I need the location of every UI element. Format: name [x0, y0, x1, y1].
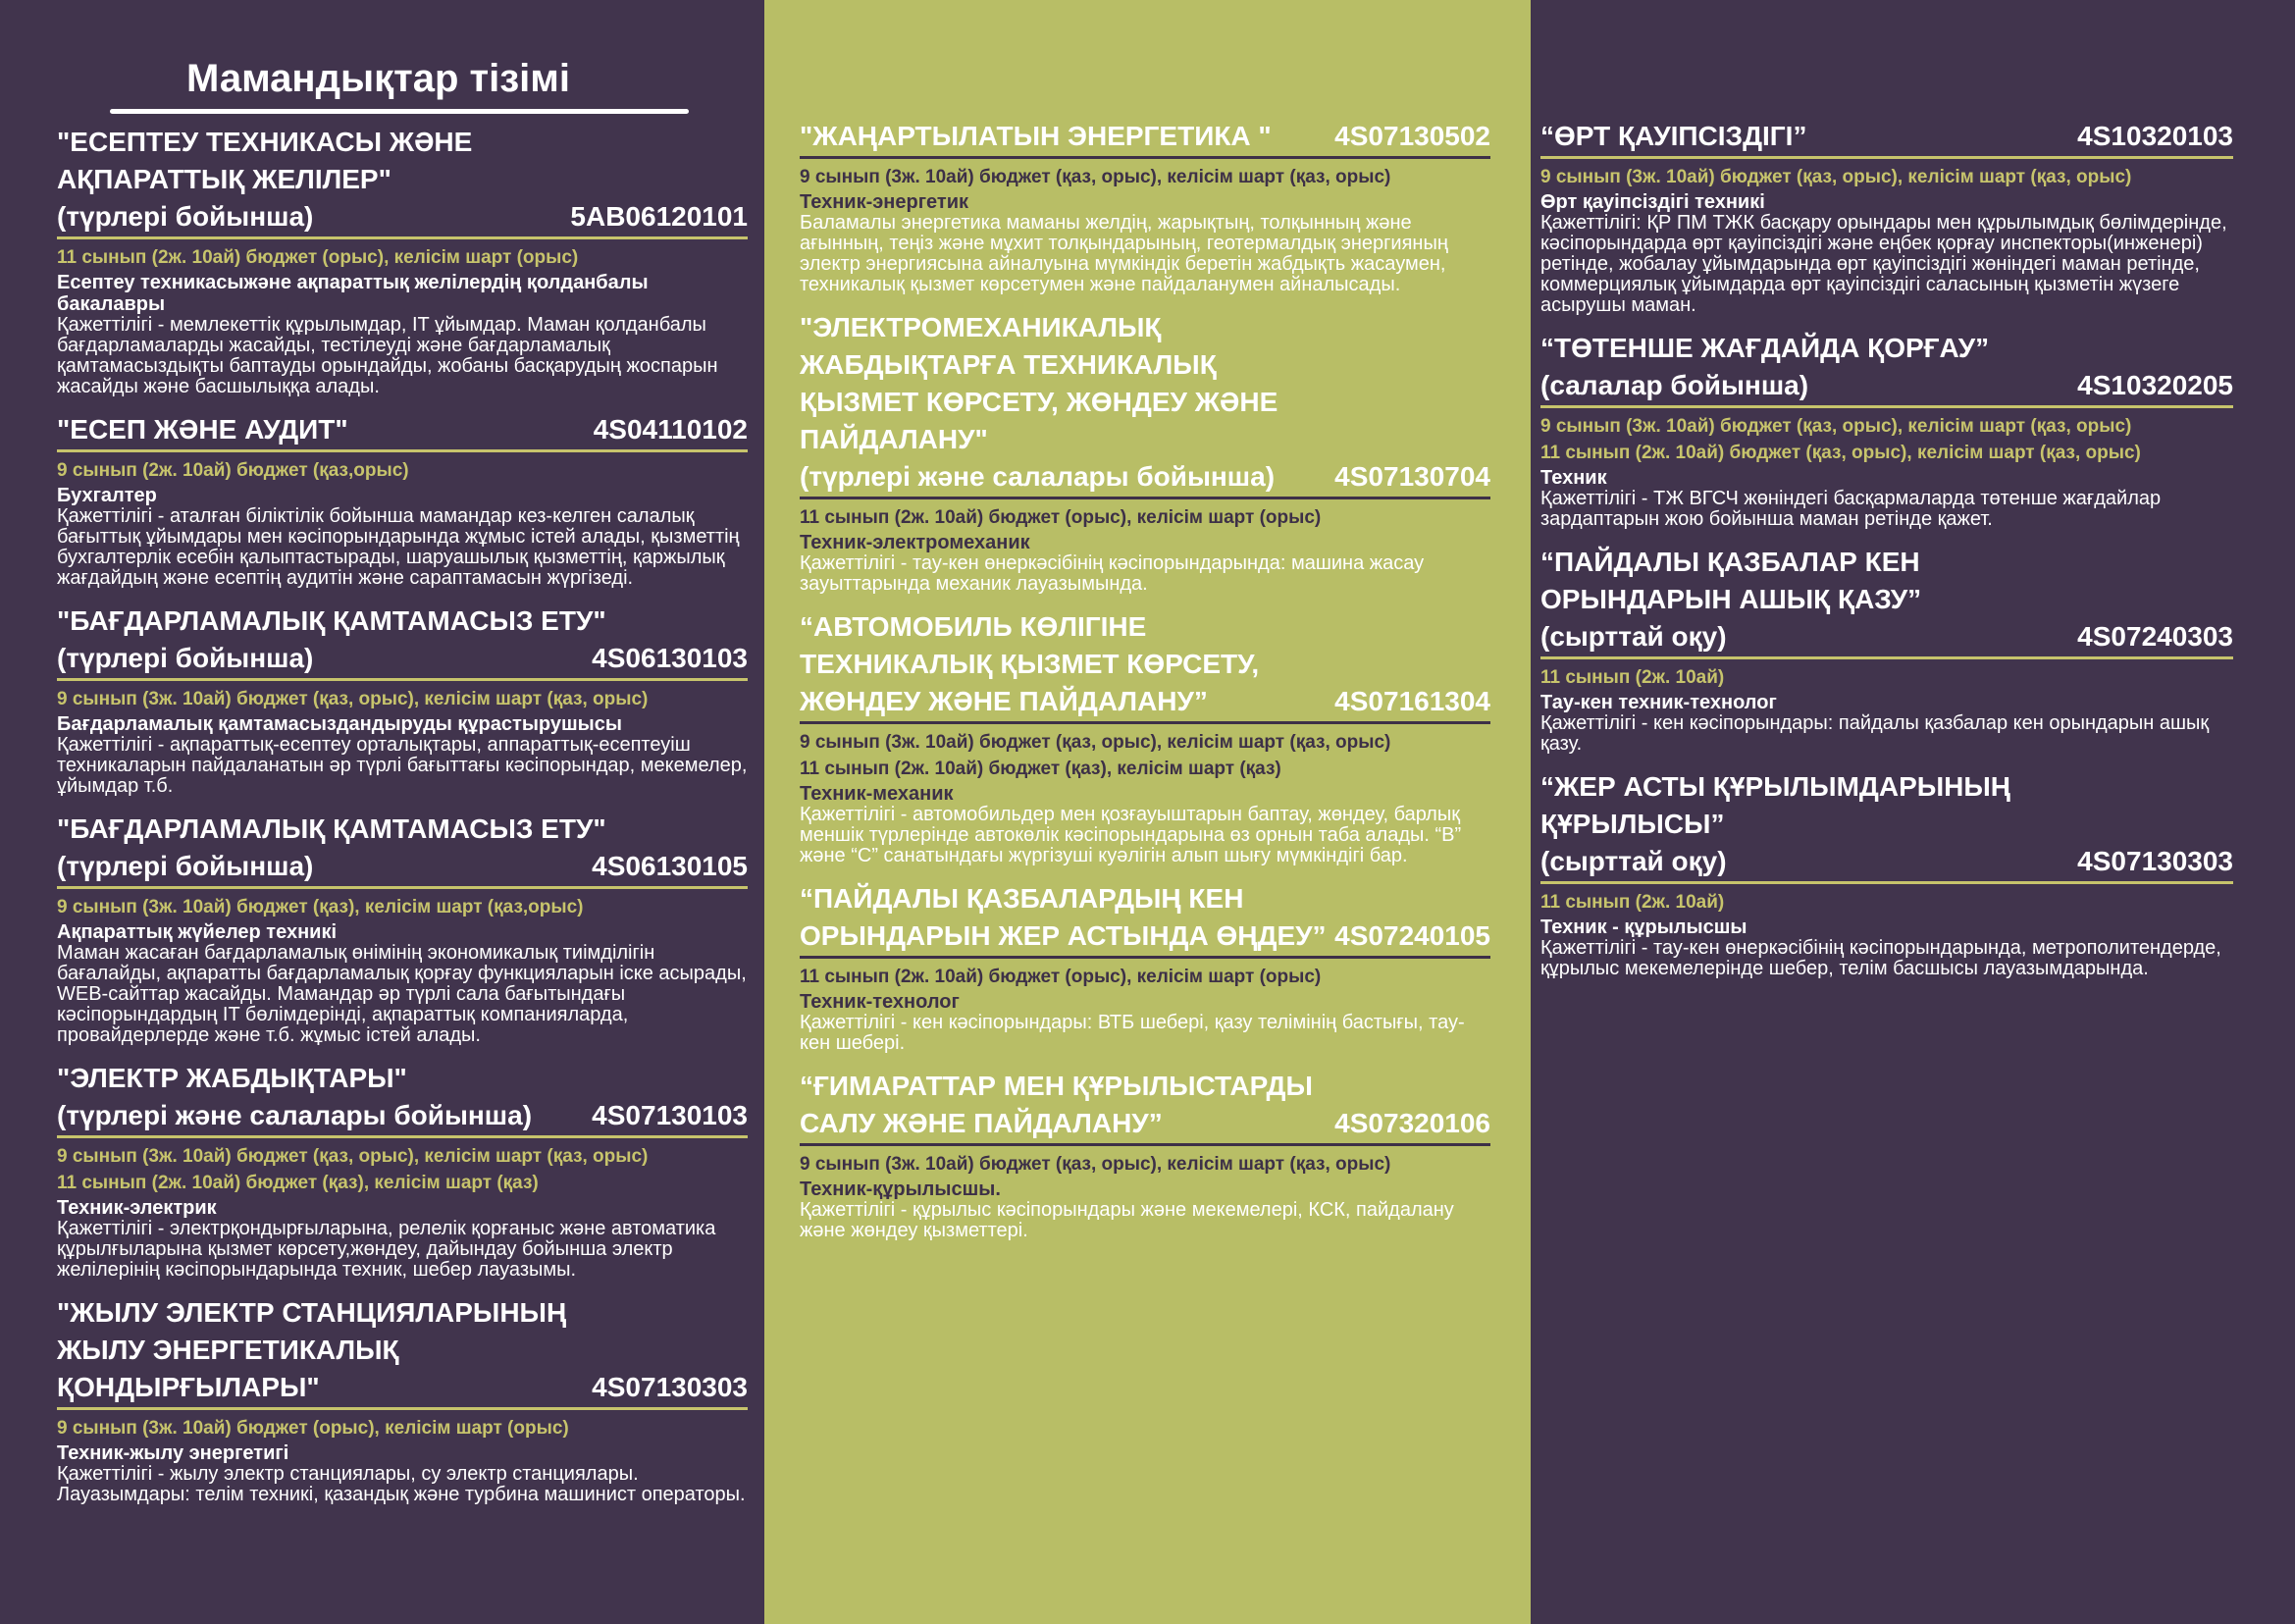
admission-info: 9 сынып (3ж. 10ай) бюджет (қаз, орыс), келісім шарт (қаз, орыс) [1540, 167, 2132, 187]
specialty-title-last-line: "ЖАҢАРТЫЛАТЫН ЭНЕРГЕТИКА " [800, 121, 1272, 151]
admission-info: 9 сынып (3ж. 10ай) бюджет (қаз, орыс), келісім шарт (қаз, орыс) [1540, 416, 2132, 437]
specialty-title-line: “АВТОМОБИЛЬ КӨЛІГІНЕ [800, 611, 1147, 642]
specialty-section [57, 124, 748, 397]
specialty-title-row [57, 1097, 748, 1134]
specialty-code: 4S07240105 [1334, 920, 1490, 951]
qualification-title: Техник - құрылысшы [1540, 917, 1747, 938]
admission-info: 9 сынып (3ж. 10ай) бюджет (қаз, орыс), келісім шарт (қаз, орыс) [57, 689, 649, 709]
specialty-description: Қажеттілігі - мемлекеттік құрылымдар, IT ұйымдар. Маман қолданбалы бағдарламаларды жасайды, тестілеуді және бағдарламалық қамтамасыздықты баптауды орындайды, жобаны басқарудың жоспарын жасайды және басшылыққа алады. [57, 314, 718, 397]
specialty-code: 4S04110102 [593, 414, 748, 445]
title-divider [57, 1407, 748, 1410]
specialty-code: 4S07161304 [1334, 686, 1490, 716]
qualification-title: Техник-электромеханик [800, 532, 1030, 553]
title-divider [1540, 881, 2233, 884]
specialty-description: Қажеттілігі: ҚР ПМ ТЖК басқару орындары мен құрылымдық бөлімдерінде, кәсіпорындарда өрт қауіпсіздігі және еңбек қорғау инспекторы(инженері) ретінде, жобалау ұйымдарында өрт қауіпсіздігі жөніндегі маман ретінде, коммерциялық ұйымдарда өрт қауіпсіздігі саласының қызметін жүзеге асырушы маман. [1540, 212, 2227, 316]
admission-info: 11 сынып (2ж. 10ай) бюджет (орыс), келісім шарт (орыс) [57, 247, 579, 268]
specialty-code: 4S07130502 [1334, 121, 1490, 151]
specialty-description: Қажеттілігі - тау-кен өнеркәсібінің кәсіпорындарында, метрополитендерде, құрылыс мекемелерінде шебер, телім басшысы лауазымдарында. [1540, 937, 2221, 979]
specialty-code: 4S07240303 [2077, 621, 2233, 652]
admission-info: 11 сынып (2ж. 10ай) бюджет (орыс), келісім шарт (орыс) [800, 967, 1322, 987]
qualification-title: Техник-механик [800, 783, 954, 805]
specialty-list [1540, 118, 2295, 979]
specialty-title-last-line: САЛУ ЖӘНЕ ПАЙДАЛАНУ” [800, 1108, 1163, 1138]
specialty-title-line: "ЕСЕПТЕУ ТЕХНИКАСЫ ЖӘНЕ [57, 127, 473, 157]
admission-info: 9 сынып (3ж. 10ай) бюджет (қаз, орыс), келісім шарт (қаз, орыс) [800, 167, 1391, 187]
specialty-title-last-line: (салалар бойынша) [1540, 370, 1809, 400]
specialty-section [1540, 544, 2233, 755]
specialty-title-last-line: (түрлері және салалары бойынша) [57, 1100, 533, 1130]
title-divider [800, 1143, 1490, 1146]
specialty-description: Маман жасаған бағдарламалық өнімінің экономикалық тиімділігін бағалайды, ақпаратты бағдарламалық қорғау функцияларын іске асырады, WEB-сайттар жасайды. Мамандар әр түрлі сала бағытындағы кәсіпорындардың IT бөлімдерінді, ақпараттық компанияларда, провайдерлерде және т.б. жұмыс істей алады. [57, 942, 747, 1046]
specialty-title-line: "ЖЫЛУ ЭЛЕКТР СТАНЦИЯЛАРЫНЫҢ [57, 1297, 567, 1328]
title-divider [57, 236, 748, 239]
qualification-title: Техник-жылу энергетигі [57, 1442, 289, 1464]
specialty-title-line: "БАҒДАРЛАМАЛЫҚ ҚАМТАМАСЫЗ ЕТУ" [57, 813, 606, 844]
admission-info: 9 сынып (3ж. 10ай) бюджет (орыс), келісім шарт (орыс) [57, 1418, 569, 1439]
specialty-section [57, 411, 748, 589]
specialty-code: 4S06130103 [592, 643, 748, 673]
title-divider [800, 721, 1490, 724]
specialty-description: Қажеттілігі - электрқондырғыларына, релелік қорғаныс және автоматика құрылғыларына қызмет көрсету,жөндеу, дайындау бойынша электр желілерінің кәсіпорындарында техник, шебер лауазымы. [57, 1218, 716, 1281]
title-divider [1540, 405, 2233, 408]
title-divider [800, 156, 1490, 159]
admission-info: 11 сынып (2ж. 10ай) [1540, 892, 1725, 913]
qualification-title: Техник-энергетик [800, 191, 969, 213]
title-divider [1540, 656, 2233, 659]
specialty-title-line: ОРЫНДАРЫН АШЫҚ ҚАЗУ” [1540, 584, 1922, 614]
specialty-title-row [57, 640, 748, 677]
specialty-title-line: “ТӨТЕНШЕ ЖАҒДАЙДА ҚОРҒАУ” [1540, 333, 1990, 363]
specialty-section [800, 118, 1490, 295]
qualification-title: Тау-кен техник-технолог [1540, 692, 1777, 713]
specialty-title-row [57, 848, 748, 885]
specialty-title-last-line: "ЕСЕП ЖӘНЕ АУДИТ" [57, 414, 348, 445]
admission-info: 9 сынып (3ж. 10ай) бюджет (қаз), келісім шарт (қаз,орыс) [57, 897, 584, 917]
specialty-title-row [1540, 367, 2233, 404]
title-divider [57, 678, 748, 681]
specialty-section [57, 602, 748, 797]
specialty-section [1540, 768, 2233, 979]
specialty-title-line: ҚЫЗМЕТ КӨРСЕТУ, ЖӨНДЕУ ЖӘНЕ [800, 387, 1278, 417]
title-divider [800, 956, 1490, 959]
admission-info: 11 сынып (2ж. 10ай) бюджет (қаз), келісім шарт (қаз) [57, 1173, 539, 1193]
specialty-title-line: ТЕХНИКАЛЫҚ ҚЫЗМЕТ КӨРСЕТУ, [800, 649, 1260, 679]
specialty-title-line: “ЖЕР АСТЫ ҚҰРЫЛЫМДАРЫНЫҢ [1540, 771, 2011, 802]
specialty-code: 4S10320103 [2077, 121, 2233, 151]
specialty-title-last-line: (сырттай оқу) [1540, 846, 1727, 876]
specialty-code: 4S07320106 [1334, 1108, 1490, 1138]
title-divider [57, 886, 748, 889]
specialty-description: Қажеттілігі - құрылыс кәсіпорындары және мекемелері, КСК, пайдалану және жөндеу қызметтері. [800, 1199, 1454, 1241]
specialty-title-last-line: ОРЫНДАРЫН ЖЕР АСТЫНДА ӨҢДЕУ” [800, 920, 1327, 951]
qualification-title: Өрт қауіпсіздігі техникі [1540, 191, 1765, 213]
qualification-title: Техник-құрылысшы. [800, 1179, 1001, 1200]
specialty-section [57, 811, 748, 1046]
title-divider [800, 497, 1490, 499]
specialty-title-line: ЖЫЛУ ЭНЕРГЕТИКАЛЫҚ [57, 1335, 399, 1365]
specialty-title-last-line: (түрлері және салалары бойынша) [800, 461, 1276, 492]
specialty-title-row [800, 917, 1490, 955]
specialty-title-line: “ПАЙДАЛЫ ҚАЗБАЛАРДЫҢ КЕН [800, 883, 1244, 914]
right-column [1531, 0, 2295, 1624]
specialty-description: Қажеттілігі - тау-кен өнеркәсібінің кәсіпорындарында: машина жасау зауыттарында механик лауазымында. [800, 552, 1425, 595]
specialty-description: Қажеттілігі - аталған біліктілік бойынша мамандар кез-келген салалық бағыттық ұйымдары мен кәсіпорындарында жұмыс істей алады, қызметтің бухгалтерлік есебін қалыптастырады, шаруашылық қызметтің, қаржылық жағдайдың және есептің аудитін және сараптамасын жүргізеді. [57, 505, 740, 589]
admission-info: 9 сынып (2ж. 10ай) бюджет (қаз,орыс) [57, 460, 409, 481]
specialty-code: 5АВ06120101 [570, 201, 748, 232]
specialty-section [800, 608, 1490, 866]
specialty-description: Қажеттілігі - кен кәсіпорындары: ВТБ шебері, қазу телімінің бастығы, тау-кен шебері. [800, 1012, 1465, 1054]
specialty-list [800, 118, 1531, 1241]
specialty-title-row [800, 683, 1490, 720]
admission-info: 11 сынып (2ж. 10ай) бюджет (қаз), келісім шарт (қаз) [800, 759, 1281, 779]
page-title: Мамандықтар тізімі [186, 57, 570, 100]
admission-info: 11 сынып (2ж. 10ай) [1540, 667, 1725, 688]
qualification-title: Есептеу техникасыжәне ақпараттық желілердің қолданбалы бакалавры [57, 272, 649, 315]
specialty-description: Қажеттілігі - автомобильдер мен қозғауыштарын баптау, жөндеу, барлық меншік түрлерінде автокөлік кәсіпорындарына өз орнын таба алады. “B” және “C” санатындағы жүргізуші куәлігін алып шығу мүмкіндігі бар. [800, 804, 1462, 866]
qualification-title: Бухгалтер [57, 485, 157, 506]
specialty-section [1540, 118, 2233, 316]
specialty-title-row [57, 198, 748, 236]
specialty-section [1540, 330, 2233, 530]
specialty-description: Баламалы энергетика маманы желдің, жарықтың, толқынның және ағынның, теңіз және мұхит толқындарының, геотермалдық энергияның электр энергиясына айналуына мүмкіндік беретін жабдықть жасаумен, техникалық қызмет көрсетумен және пайдаланумен айналысады. [800, 212, 1448, 295]
specialty-title-last-line: “ӨРТ ҚАУІПСІЗДІГІ” [1540, 121, 1807, 151]
title-underline [110, 109, 689, 114]
specialty-title-row [57, 411, 748, 448]
middle-column [764, 0, 1531, 1624]
specialty-title-row [1540, 843, 2233, 880]
left-column [0, 0, 764, 1624]
specialty-title-row [1540, 118, 2233, 155]
specialty-title-row [57, 1369, 748, 1406]
title-divider [57, 449, 748, 452]
specialty-code: 4S06130105 [592, 851, 748, 881]
specialty-section [57, 1060, 748, 1281]
specialty-title-row [800, 1105, 1490, 1142]
specialty-section [800, 309, 1490, 595]
specialty-section [800, 1068, 1490, 1241]
specialty-section [57, 1294, 748, 1505]
specialty-title-line: ҚҰРЫЛЫСЫ” [1540, 809, 1725, 839]
specialty-title-last-line: ЖӨНДЕУ ЖӘНЕ ПАЙДАЛАНУ” [800, 686, 1208, 716]
specialty-title-row [800, 118, 1490, 155]
specialty-title-last-line: (түрлері бойынша) [57, 851, 314, 881]
admission-info: 11 сынып (2ж. 10ай) бюджет (қаз, орыс), келісім шарт (қаз, орыс) [1540, 443, 2141, 463]
specialty-description: Қажеттілігі - жылу электр станциялары, су электр станциялары. Лауазымдары: телім техникі, қазандық және турбина машинист операторы. [57, 1463, 746, 1505]
qualification-title: Техник-электрик [57, 1197, 217, 1219]
specialty-title-last-line: ҚОНДЫРҒЫЛАРЫ" [57, 1372, 320, 1402]
specialty-code: 4S07130103 [592, 1100, 748, 1130]
specialty-code: 4S10320205 [2077, 370, 2233, 400]
specialty-title-line: “ПАЙДАЛЫ ҚАЗБАЛАР КЕН [1540, 547, 1920, 577]
specialty-title-line: "ЭЛЕКТРОМЕХАНИКАЛЫҚ [800, 312, 1162, 342]
specialty-code: 4S07130303 [592, 1372, 748, 1402]
specialty-title-line: ЖАБДЫҚТАРҒА ТЕХНИКАЛЫҚ [800, 349, 1217, 380]
qualification-title: Техник [1540, 467, 1607, 489]
specialty-title-line: "БАҒДАРЛАМАЛЫҚ ҚАМТАМАСЫЗ ЕТУ" [57, 605, 606, 636]
specialty-title-last-line: (түрлері бойынша) [57, 643, 314, 673]
admission-info: 11 сынып (2ж. 10ай) бюджет (орыс), келісім шарт (орыс) [800, 507, 1322, 528]
specialty-description: Қажеттілігі - кен кәсіпорындары: пайдалы қазбалар кен орындарын ашық қазу. [1540, 712, 2210, 755]
specialty-list [57, 124, 764, 1505]
specialty-code: 4S07130704 [1334, 461, 1490, 492]
title-divider [57, 1135, 748, 1138]
specialty-title-line: АҚПАРАТТЫҚ ЖЕЛІЛЕР" [57, 164, 391, 194]
specialty-title-row [800, 458, 1490, 496]
admission-info: 9 сынып (3ж. 10ай) бюджет (қаз, орыс), келісім шарт (қаз, орыс) [800, 1154, 1391, 1175]
admission-info: 9 сынып (3ж. 10ай) бюджет (қаз, орыс), келісім шарт (қаз, орыс) [800, 732, 1391, 753]
specialty-title-line: ПАЙДАЛАНУ" [800, 424, 988, 454]
specialty-title-last-line: (түрлері бойынша) [57, 201, 314, 232]
specialty-title-line: "ЭЛЕКТР ЖАБДЫҚТАРЫ" [57, 1063, 407, 1093]
admission-info: 9 сынып (3ж. 10ай) бюджет (қаз, орыс), келісім шарт (қаз, орыс) [57, 1146, 649, 1167]
specialty-title-line: “ҒИМАРАТТАР МЕН ҚҰРЫЛЫСТАРДЫ [800, 1071, 1313, 1101]
qualification-title: Бағдарламалық қамтамасыздандыруды құрастырушысы [57, 713, 622, 735]
specialty-title-row [1540, 618, 2233, 655]
specialty-code: 4S07130303 [2077, 846, 2233, 876]
specialty-description: Қажеттілігі - ТЖ ВГСЧ жөніндегі басқармаларда төтенше жағдайлар зардаптарын жою бойынша маман ретінде қажет. [1540, 488, 2162, 530]
qualification-title: Техник-технолог [800, 991, 960, 1013]
specialty-description: Қажеттілігі - ақпараттық-есептеу орталықтары, аппараттық-есептеуіш техникаларын пайдаланатын әр түрлі бағыттағы кәсіпорындар, мекемелер, ұйымдар т.б. [57, 734, 748, 797]
title-divider [1540, 156, 2233, 159]
specialty-title-last-line: (сырттай оқу) [1540, 621, 1727, 652]
specialty-section [800, 880, 1490, 1054]
qualification-title: Ақпараттық жүйелер техникі [57, 921, 338, 943]
